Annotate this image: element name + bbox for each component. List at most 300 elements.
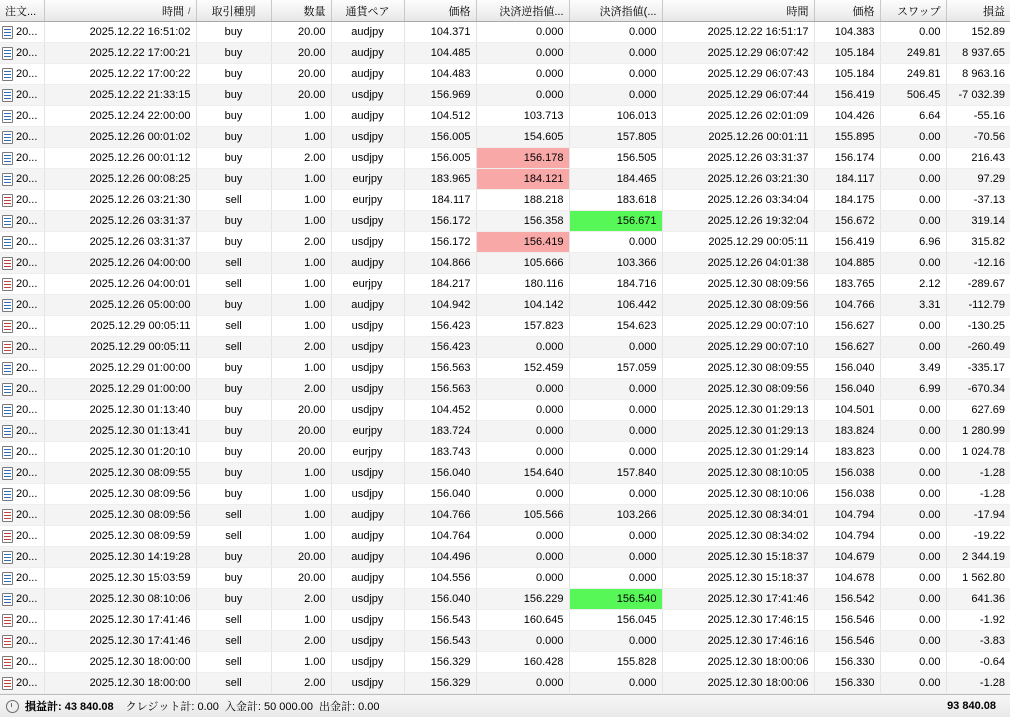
- column-header-stoploss[interactable]: [476, 0, 569, 22]
- cell-open-time: 2025.12.26 00:01:12: [44, 148, 196, 169]
- cell-volume: 2.00: [271, 337, 331, 358]
- cell-order: [0, 295, 44, 316]
- cell-volume: 2.00: [271, 232, 331, 253]
- table-row[interactable]: [0, 484, 1010, 505]
- cell-stoploss: 0.000: [476, 526, 569, 547]
- cell-open-price: 156.040: [404, 589, 476, 610]
- cell-volume: 1.00: [271, 127, 331, 148]
- table-row[interactable]: [0, 43, 1010, 64]
- cell-close-price: 156.330: [814, 652, 880, 673]
- status-withdrawal-total: 出金計: 0.00: [318, 701, 380, 713]
- order-id-label: 20...: [16, 320, 38, 332]
- column-header-takeprofit[interactable]: [569, 0, 662, 22]
- cell-type: buy: [196, 64, 271, 85]
- table-row[interactable]: [0, 589, 1010, 610]
- cell-symbol: eurjpy: [331, 169, 404, 190]
- cell-volume: 1.00: [271, 316, 331, 337]
- cell-close-price: 156.542: [814, 589, 880, 610]
- cell-takeprofit: 156.671: [569, 211, 662, 232]
- order-sell-icon: [2, 530, 13, 543]
- history-body-table: [0, 22, 1010, 694]
- order-buy-icon: [2, 110, 13, 123]
- cell-swap: 0.00: [880, 400, 946, 421]
- table-row[interactable]: [0, 547, 1010, 568]
- cell-swap: 6.64: [880, 106, 946, 127]
- table-row[interactable]: [0, 400, 1010, 421]
- cell-type: sell: [196, 253, 271, 274]
- cell-volume: 2.00: [271, 631, 331, 652]
- cell-order: [0, 505, 44, 526]
- order-buy-icon: [2, 215, 13, 228]
- cell-stoploss: 0.000: [476, 22, 569, 43]
- cell-type: buy: [196, 568, 271, 589]
- table-row[interactable]: [0, 358, 1010, 379]
- cell-takeprofit: 156.505: [569, 148, 662, 169]
- cell-profit: 216.43: [946, 148, 1010, 169]
- cell-open-time: 2025.12.29 00:05:11: [44, 337, 196, 358]
- order-id-label: 20...: [16, 341, 38, 353]
- cell-close-price: 156.038: [814, 484, 880, 505]
- cell-close-price: 104.426: [814, 106, 880, 127]
- order-id-label: 20...: [16, 68, 38, 80]
- column-header-takeprofit-label: 決済指値(...: [599, 5, 657, 18]
- column-header-profit-label: 損益: [983, 5, 1005, 18]
- cell-symbol: audjpy: [331, 43, 404, 64]
- cell-swap: 0.00: [880, 652, 946, 673]
- cell-takeprofit: 0.000: [569, 400, 662, 421]
- cell-profit: -335.17: [946, 358, 1010, 379]
- table-row[interactable]: [0, 631, 1010, 652]
- cell-volume: 1.00: [271, 169, 331, 190]
- cell-order: [0, 232, 44, 253]
- cell-symbol: usdjpy: [331, 337, 404, 358]
- table-row[interactable]: [0, 85, 1010, 106]
- cell-order: [0, 190, 44, 211]
- cell-swap: 0.00: [880, 337, 946, 358]
- cell-profit: 2 344.19: [946, 547, 1010, 568]
- cell-order: [0, 442, 44, 463]
- table-row[interactable]: [0, 610, 1010, 631]
- cell-open-time: 2025.12.26 03:21:30: [44, 190, 196, 211]
- cell-close-price: 104.679: [814, 547, 880, 568]
- table-row[interactable]: [0, 295, 1010, 316]
- cell-close-time: 2025.12.26 03:21:30: [662, 169, 814, 190]
- cell-order: [0, 64, 44, 85]
- cell-close-price: 156.038: [814, 463, 880, 484]
- cell-open-price: 156.423: [404, 316, 476, 337]
- cell-stoploss: 0.000: [476, 379, 569, 400]
- cell-close-price: 105.184: [814, 64, 880, 85]
- history-rows-container[interactable]: [0, 22, 1010, 694]
- table-row[interactable]: [0, 316, 1010, 337]
- cell-takeprofit: 157.840: [569, 463, 662, 484]
- cell-order: [0, 589, 44, 610]
- cell-order: [0, 463, 44, 484]
- cell-type: buy: [196, 127, 271, 148]
- column-header-swap[interactable]: [880, 0, 946, 22]
- cell-close-price: 156.040: [814, 379, 880, 400]
- order-id-label: 20...: [16, 110, 38, 122]
- column-header-close-time[interactable]: [662, 0, 814, 22]
- cell-symbol: audjpy: [331, 526, 404, 547]
- table-row[interactable]: [0, 148, 1010, 169]
- cell-takeprofit: 157.059: [569, 358, 662, 379]
- cell-open-time: 2025.12.26 03:31:37: [44, 211, 196, 232]
- cell-open-time: 2025.12.22 21:33:15: [44, 85, 196, 106]
- order-id-label: 20...: [16, 467, 38, 479]
- cell-type: buy: [196, 589, 271, 610]
- cell-volume: 20.00: [271, 547, 331, 568]
- cell-close-price: 156.672: [814, 211, 880, 232]
- cell-close-price: 156.419: [814, 232, 880, 253]
- table-row[interactable]: [0, 421, 1010, 442]
- order-buy-icon: [2, 152, 13, 165]
- column-header-close-time-label: 時間: [786, 5, 809, 18]
- order-id-label: 20...: [16, 131, 38, 143]
- order-id-label: 20...: [16, 278, 38, 290]
- column-header-type[interactable]: [196, 0, 271, 22]
- cell-open-time: 2025.12.30 17:41:46: [44, 631, 196, 652]
- cell-close-price: 156.546: [814, 610, 880, 631]
- cell-profit: -1.92: [946, 610, 1010, 631]
- cell-symbol: usdjpy: [331, 85, 404, 106]
- cell-swap: 0.00: [880, 463, 946, 484]
- cell-volume: 1.00: [271, 652, 331, 673]
- cell-close-time: 2025.12.30 15:18:37: [662, 547, 814, 568]
- table-row[interactable]: [0, 274, 1010, 295]
- cell-open-price: 156.563: [404, 358, 476, 379]
- table-row[interactable]: [0, 22, 1010, 43]
- table-row[interactable]: [0, 379, 1010, 400]
- cell-profit: 315.82: [946, 232, 1010, 253]
- column-header-open-time-label: 時間: [161, 5, 184, 18]
- cell-swap: 0.00: [880, 127, 946, 148]
- cell-close-time: 2025.12.29 06:07:44: [662, 85, 814, 106]
- table-row[interactable]: [0, 169, 1010, 190]
- cell-volume: 20.00: [271, 442, 331, 463]
- cell-swap: 0.00: [880, 631, 946, 652]
- cell-open-price: 156.040: [404, 463, 476, 484]
- status-credit-total: クレジット計: 0.00: [125, 701, 219, 713]
- column-header-volume[interactable]: [271, 0, 331, 22]
- cell-takeprofit: 0.000: [569, 673, 662, 694]
- cell-open-time: 2025.12.26 00:08:25: [44, 169, 196, 190]
- cell-open-time: 2025.12.30 08:09:56: [44, 484, 196, 505]
- column-header-type-label: 取引種別: [211, 5, 256, 18]
- cell-close-price: 156.627: [814, 337, 880, 358]
- cell-order: [0, 22, 44, 43]
- order-id-label: 20...: [16, 152, 38, 164]
- cell-close-price: 156.627: [814, 316, 880, 337]
- sort-indicator-icon: /: [187, 5, 191, 16]
- order-buy-icon: [2, 173, 13, 186]
- cell-volume: 1.00: [271, 505, 331, 526]
- cell-stoploss: 160.645: [476, 610, 569, 631]
- column-header-profit[interactable]: [946, 0, 1010, 22]
- order-id-label: 20...: [16, 635, 38, 647]
- cell-open-time: 2025.12.26 00:01:02: [44, 127, 196, 148]
- cell-symbol: audjpy: [331, 547, 404, 568]
- table-row[interactable]: [0, 463, 1010, 484]
- cell-volume: 20.00: [271, 421, 331, 442]
- cell-takeprofit: 0.000: [569, 442, 662, 463]
- cell-profit: 8 937.65: [946, 43, 1010, 64]
- order-buy-icon: [2, 47, 13, 60]
- cell-symbol: audjpy: [331, 106, 404, 127]
- column-header-order[interactable]: [0, 0, 44, 22]
- cell-stoploss: 184.121: [476, 169, 569, 190]
- cell-symbol: usdjpy: [331, 463, 404, 484]
- cell-profit: -1.28: [946, 463, 1010, 484]
- order-id-label: 20...: [16, 593, 38, 605]
- cell-swap: 3.49: [880, 358, 946, 379]
- cell-open-time: 2025.12.30 18:00:00: [44, 673, 196, 694]
- cell-symbol: usdjpy: [331, 610, 404, 631]
- cell-close-price: 104.885: [814, 253, 880, 274]
- cell-open-price: 156.172: [404, 211, 476, 232]
- cell-order: [0, 43, 44, 64]
- cell-open-time: 2025.12.30 08:09:59: [44, 526, 196, 547]
- cell-symbol: audjpy: [331, 295, 404, 316]
- cell-open-time: 2025.12.29 01:00:00: [44, 358, 196, 379]
- table-row[interactable]: [0, 337, 1010, 358]
- cell-open-price: 104.764: [404, 526, 476, 547]
- order-sell-icon: [2, 278, 13, 291]
- cell-type: sell: [196, 190, 271, 211]
- cell-open-price: 156.040: [404, 484, 476, 505]
- cell-close-price: 183.765: [814, 274, 880, 295]
- table-row[interactable]: [0, 253, 1010, 274]
- cell-open-price: 156.005: [404, 148, 476, 169]
- cell-profit: -55.16: [946, 106, 1010, 127]
- cell-symbol: usdjpy: [331, 358, 404, 379]
- table-row[interactable]: [0, 568, 1010, 589]
- cell-stoploss: 103.713: [476, 106, 569, 127]
- cell-swap: 506.45: [880, 85, 946, 106]
- cell-open-price: 183.743: [404, 442, 476, 463]
- order-id-label: 20...: [16, 488, 38, 500]
- cell-swap: 0.00: [880, 253, 946, 274]
- clock-icon: [6, 700, 19, 713]
- table-row[interactable]: [0, 190, 1010, 211]
- cell-symbol: eurjpy: [331, 274, 404, 295]
- table-row[interactable]: [0, 64, 1010, 85]
- cell-close-time: 2025.12.30 18:00:06: [662, 652, 814, 673]
- cell-open-time: 2025.12.26 05:00:00: [44, 295, 196, 316]
- cell-symbol: audjpy: [331, 64, 404, 85]
- cell-type: buy: [196, 547, 271, 568]
- table-row[interactable]: [0, 505, 1010, 526]
- order-buy-icon: [2, 131, 13, 144]
- cell-symbol: eurjpy: [331, 442, 404, 463]
- cell-order: [0, 85, 44, 106]
- cell-stoploss: 160.428: [476, 652, 569, 673]
- order-id-label: 20...: [16, 257, 38, 269]
- column-header-open-time[interactable]: [44, 0, 196, 22]
- order-buy-icon: [2, 593, 13, 606]
- cell-open-price: 156.543: [404, 610, 476, 631]
- cell-symbol: audjpy: [331, 253, 404, 274]
- cell-type: sell: [196, 274, 271, 295]
- cell-volume: 20.00: [271, 568, 331, 589]
- cell-takeprofit: 0.000: [569, 43, 662, 64]
- cell-order: [0, 547, 44, 568]
- cell-open-price: 104.496: [404, 547, 476, 568]
- cell-takeprofit: 0.000: [569, 379, 662, 400]
- cell-volume: 20.00: [271, 400, 331, 421]
- order-buy-icon: [2, 551, 13, 564]
- cell-type: buy: [196, 22, 271, 43]
- cell-volume: 20.00: [271, 43, 331, 64]
- cell-open-price: 104.942: [404, 295, 476, 316]
- cell-stoploss: 0.000: [476, 85, 569, 106]
- table-row[interactable]: [0, 127, 1010, 148]
- cell-swap: 0.00: [880, 484, 946, 505]
- header-row: [0, 0, 1010, 22]
- cell-type: sell: [196, 526, 271, 547]
- cell-symbol: usdjpy: [331, 127, 404, 148]
- table-row[interactable]: [0, 106, 1010, 127]
- cell-profit: -289.67: [946, 274, 1010, 295]
- cell-open-price: 104.452: [404, 400, 476, 421]
- cell-open-time: 2025.12.29 01:00:00: [44, 379, 196, 400]
- cell-volume: 1.00: [271, 295, 331, 316]
- cell-close-price: 104.383: [814, 22, 880, 43]
- cell-close-price: 184.175: [814, 190, 880, 211]
- cell-stoploss: 105.566: [476, 505, 569, 526]
- order-sell-icon: [2, 635, 13, 648]
- cell-profit: -1.28: [946, 673, 1010, 694]
- cell-volume: 20.00: [271, 85, 331, 106]
- cell-close-time: 2025.12.30 01:29:14: [662, 442, 814, 463]
- cell-order: [0, 400, 44, 421]
- cell-stoploss: 0.000: [476, 484, 569, 505]
- order-id-label: 20...: [16, 362, 38, 374]
- cell-stoploss: 156.419: [476, 232, 569, 253]
- cell-swap: 6.99: [880, 379, 946, 400]
- cell-order: [0, 610, 44, 631]
- cell-swap: 0.00: [880, 589, 946, 610]
- cell-open-price: 156.543: [404, 631, 476, 652]
- cell-symbol: usdjpy: [331, 379, 404, 400]
- cell-symbol: usdjpy: [331, 316, 404, 337]
- cell-close-time: 2025.12.29 06:07:43: [662, 64, 814, 85]
- cell-order: [0, 526, 44, 547]
- cell-open-time: 2025.12.26 03:31:37: [44, 232, 196, 253]
- cell-order: [0, 127, 44, 148]
- cell-volume: 1.00: [271, 190, 331, 211]
- history-header-table: [0, 0, 1010, 22]
- cell-stoploss: 188.218: [476, 190, 569, 211]
- cell-close-price: 105.184: [814, 43, 880, 64]
- cell-open-time: 2025.12.30 08:10:06: [44, 589, 196, 610]
- cell-takeprofit: 0.000: [569, 547, 662, 568]
- cell-takeprofit: 156.540: [569, 589, 662, 610]
- cell-open-time: 2025.12.24 22:00:00: [44, 106, 196, 127]
- cell-stoploss: 0.000: [476, 64, 569, 85]
- column-header-open-price-label: 価格: [448, 5, 471, 18]
- cell-profit: -12.16: [946, 253, 1010, 274]
- table-row[interactable]: [0, 526, 1010, 547]
- cell-stoploss: 154.605: [476, 127, 569, 148]
- cell-swap: 0.00: [880, 442, 946, 463]
- table-row[interactable]: [0, 232, 1010, 253]
- cell-open-price: 156.969: [404, 85, 476, 106]
- cell-open-time: 2025.12.30 14:19:28: [44, 547, 196, 568]
- table-row[interactable]: [0, 442, 1010, 463]
- cell-takeprofit: 184.716: [569, 274, 662, 295]
- cell-swap: 249.81: [880, 64, 946, 85]
- cell-takeprofit: 0.000: [569, 64, 662, 85]
- cell-stoploss: 0.000: [476, 547, 569, 568]
- cell-volume: 1.00: [271, 211, 331, 232]
- cell-close-time: 2025.12.30 17:46:16: [662, 631, 814, 652]
- cell-order: [0, 337, 44, 358]
- column-header-symbol[interactable]: [331, 0, 404, 22]
- cell-close-time: 2025.12.30 08:09:56: [662, 295, 814, 316]
- cell-symbol: usdjpy: [331, 673, 404, 694]
- column-header-close-price[interactable]: [814, 0, 880, 22]
- table-row[interactable]: [0, 211, 1010, 232]
- table-row[interactable]: [0, 652, 1010, 673]
- cell-close-price: 155.895: [814, 127, 880, 148]
- cell-open-time: 2025.12.30 08:09:56: [44, 505, 196, 526]
- order-id-label: 20...: [16, 656, 38, 668]
- cell-volume: 20.00: [271, 22, 331, 43]
- order-id-label: 20...: [16, 572, 38, 584]
- cell-open-time: 2025.12.26 04:00:00: [44, 253, 196, 274]
- cell-swap: 0.00: [880, 526, 946, 547]
- order-sell-icon: [2, 194, 13, 207]
- cell-close-price: 183.824: [814, 421, 880, 442]
- cell-close-price: 104.794: [814, 505, 880, 526]
- table-row[interactable]: [0, 673, 1010, 694]
- cell-close-time: 2025.12.30 17:46:15: [662, 610, 814, 631]
- cell-close-price: 183.823: [814, 442, 880, 463]
- cell-type: buy: [196, 43, 271, 64]
- cell-profit: 641.36: [946, 589, 1010, 610]
- order-buy-icon: [2, 68, 13, 81]
- cell-open-price: 156.005: [404, 127, 476, 148]
- cell-profit: 1 280.99: [946, 421, 1010, 442]
- cell-close-time: 2025.12.26 03:34:04: [662, 190, 814, 211]
- cell-swap: 6.96: [880, 232, 946, 253]
- cell-profit: -0.64: [946, 652, 1010, 673]
- cell-stoploss: 0.000: [476, 673, 569, 694]
- cell-volume: 2.00: [271, 148, 331, 169]
- cell-close-price: 184.117: [814, 169, 880, 190]
- order-id-label: 20...: [16, 173, 38, 185]
- order-sell-icon: [2, 320, 13, 333]
- cell-open-time: 2025.12.30 17:41:46: [44, 610, 196, 631]
- cell-stoploss: 0.000: [476, 442, 569, 463]
- cell-order: [0, 379, 44, 400]
- cell-close-price: 104.794: [814, 526, 880, 547]
- cell-order: [0, 358, 44, 379]
- cell-swap: 0.00: [880, 547, 946, 568]
- cell-close-time: 2025.12.30 17:41:46: [662, 589, 814, 610]
- cell-swap: 249.81: [880, 43, 946, 64]
- cell-volume: 1.00: [271, 358, 331, 379]
- cell-type: buy: [196, 85, 271, 106]
- column-header-open-price[interactable]: [404, 0, 476, 22]
- cell-volume: 1.00: [271, 484, 331, 505]
- cell-stoploss: 0.000: [476, 568, 569, 589]
- order-id-label: 20...: [16, 446, 38, 458]
- cell-close-time: 2025.12.26 02:01:09: [662, 106, 814, 127]
- cell-close-time: 2025.12.30 01:29:13: [662, 421, 814, 442]
- cell-takeprofit: 184.465: [569, 169, 662, 190]
